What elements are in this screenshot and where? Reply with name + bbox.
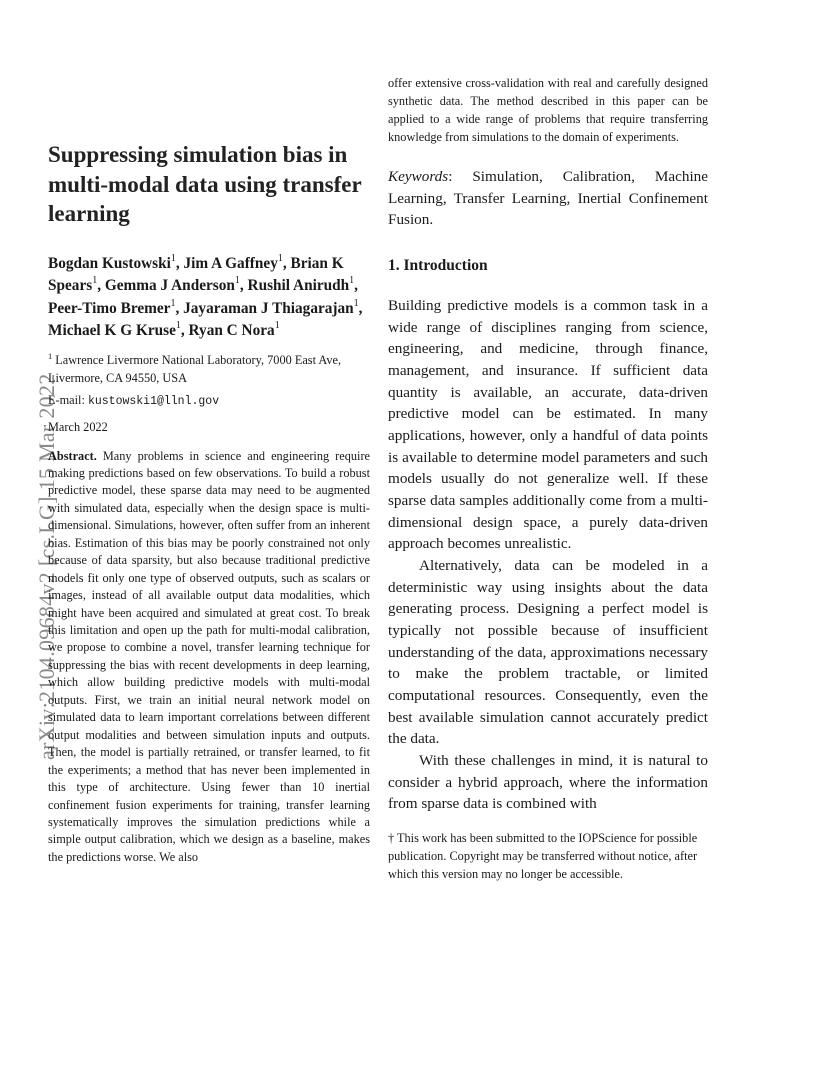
footnote-text: This work has been submitted to the IOPScience for possible publication. Copyright may be transferred without notice, after which this version may no longer be accessible. xyxy=(388,830,698,881)
affiliation-marker: 1 xyxy=(175,320,181,331)
affiliation-text: Lawrence Livermore National Laboratory, 7000 East Ave, Livermore, CA 94550, USA xyxy=(48,352,342,385)
author-name: Michael K G Kruse xyxy=(48,322,176,339)
intro-paragraph: Alternatively, data can be modeled in a deterministic way using insights about the data generating process. Designing a perfect model is typically not possible because of insufficient understanding of the data, approximations necessary to make the problem tractable, or limited computational resources. Consequently, even the best available simulation cannot accurately predict the data. xyxy=(388,556,708,748)
abstract-label: Abstract. xyxy=(48,448,97,463)
contact-email xyxy=(48,391,370,411)
paper-date: March 2022 xyxy=(48,419,108,434)
abstract-continuation: offer extensive cross-validation with real and carefully designed synthetic data. The method described in this paper can be applied to a wide range of problems that require transferring knowledge from simulations to the domain of experiments. xyxy=(388,76,708,144)
arxiv-identifier-stamp: arXiv:2104.09684v2 [cs.LG] 15 Mar 2022 xyxy=(34,373,59,760)
affiliation-marker: 1 xyxy=(234,275,240,286)
author-name: Bogdan Kustowski xyxy=(48,254,171,272)
author-name: Jayaraman J Thiagarajan xyxy=(183,299,354,317)
affiliation-marker: 1 xyxy=(353,297,359,309)
author-list: Bogdan Kustowski$^1$, Jim A Gaffney$^1$, Brian K Spears$^1$, Gemma J Anderson$^1$, Rushil Anirudh$^1$, Peer-Timo Bremer$^1$, Jayaraman J Thiagarajan$^1$, Michael K G Kruse$^1$, Ryan C Nora$^1$ xyxy=(48,252,363,339)
paper-title: Suppressing simulation bias in multi-modal data using transfer learning xyxy=(48,142,362,226)
keywords xyxy=(388,166,708,231)
author-name: Ryan C Nora xyxy=(188,322,275,339)
affiliation-marker: 1 xyxy=(277,252,283,264)
author-name: Jim A Gaffney xyxy=(183,254,278,272)
author-name: Gemma J Anderson xyxy=(104,277,235,294)
author-name: Brian K Spears xyxy=(48,254,344,294)
affiliation-marker: 1 xyxy=(274,320,280,331)
email-label: E-mail: xyxy=(48,392,85,407)
left-column xyxy=(48,140,370,866)
affiliation xyxy=(48,351,370,387)
affiliation-marker: 1 xyxy=(48,350,53,361)
affiliation-marker: 1 xyxy=(170,297,176,309)
footnote-marker: † xyxy=(388,830,395,845)
intro-paragraph: With these challenges in mind, it is natural to consider a hybrid approach, where the information from sparse data is combined with xyxy=(388,751,708,813)
affiliation-marker: 1 xyxy=(170,252,176,264)
abstract xyxy=(48,448,370,867)
email-link[interactable]: kustowski1@llnl.gov xyxy=(87,394,220,408)
affiliation-marker: 1 xyxy=(92,275,98,286)
author-name: Rushil Anirudh xyxy=(247,277,350,294)
right-column xyxy=(388,74,708,883)
keywords-label: Keywords xyxy=(388,168,449,185)
keywords-text: : Simulation, Calibration, Machine Learning, Transfer Learning, Inertial Confinement Fusion. xyxy=(388,168,708,229)
abstract-text: Many problems in science and engineering require making predictions based on few observations. To build a robust predictive model, these sparse data may need to be augmented with simulated data, especially when the design space is multi-dimensional. Simulations, however, often suffer from an inherent bias. Estimation of this bias may be poorly constrained not only because of data sparsity, but also because traditional predictive models fit only one type of observed outputs, such as scalars or images, instead of all available output data modalities, which might have been acquired and simulated at great cost. To break this limitation and open up the path for multi-modal calibration, we propose to combine a novel, transfer learning technique for suppressing the bias with recent developments in deep learning, which allow building predictive models with multi-modal outputs. First, we train an initial neural network model on simulated data to learn important correlations between different output modalities and between simulation inputs and outputs. Then, the model is partially retrained, or transfer learned, to fit the experiments; a method that has never been implemented in this type of architecture. Using fewer than 10 inertial confinement fusion experiments for training, transfer learning systematically improves the simulation predictions while a simple output calibration, which we design as a baseline, makes the predictions worse. We also xyxy=(48,448,370,864)
section-heading: 1. Introduction xyxy=(388,257,488,275)
intro-paragraph: Building predictive models is a common task in a wide range of disciplines ranging from science, engineering, and medicine, through finance, management, and insurance. If sufficient data quantity is available, an accurate, data-driven predictive model can be estimated. In many applications, however, only a handful of data points is available to determine model parameters and such models usually do not generalize well. If these sparse data samples additionally come from a multi-dimensional design space, a purely data-driven approach becomes unrealistic. xyxy=(388,297,708,553)
affiliation-marker: 1 xyxy=(349,275,355,286)
author-name: Peer-Timo Bremer xyxy=(48,299,171,317)
footnote xyxy=(388,829,708,883)
